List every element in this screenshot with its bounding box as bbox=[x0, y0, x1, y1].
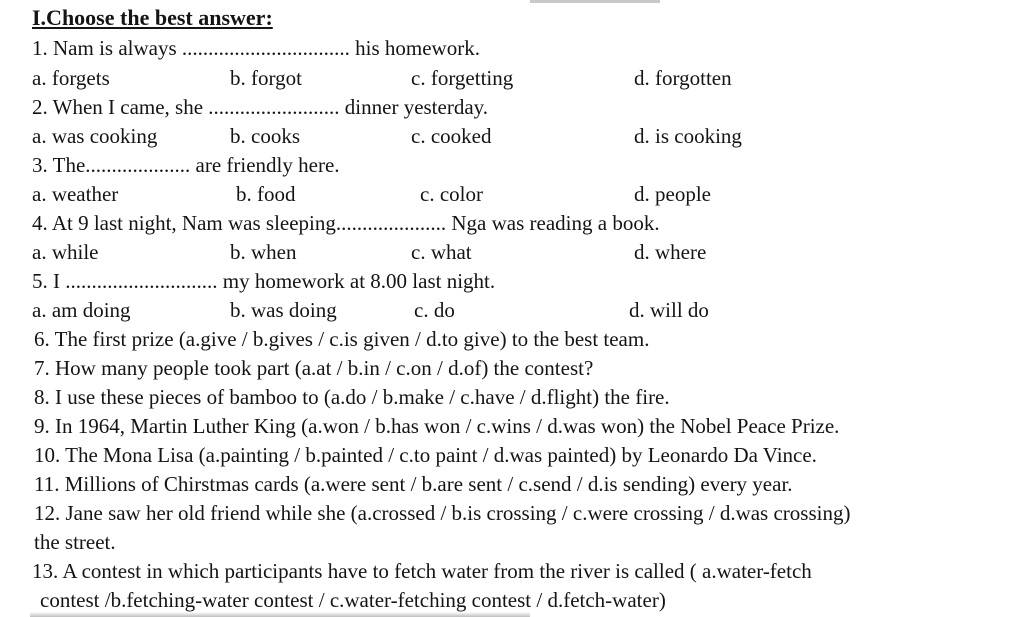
q5-option-a: a. am doing bbox=[32, 298, 131, 322]
question-stem-2: 2. When I came, she ......................... dinner yesterday. bbox=[32, 95, 489, 119]
q4-option-a: a. while bbox=[32, 240, 99, 264]
q3-option-a: a. weather bbox=[32, 182, 119, 206]
q4-option-b: b. when bbox=[230, 240, 297, 264]
question-stem-4: 4. At 9 last night, Nam was sleeping..................... Nga was reading a book. bbox=[32, 211, 660, 235]
q5-option-d: d. will do bbox=[629, 298, 709, 322]
question-11: 11. Millions of Chirstmas cards (a.were sent / b.are sent / c.send / d.is sending) every year. bbox=[34, 472, 793, 496]
question-7: 7. How many people took part (a.at / b.in / c.on / d.of) the contest? bbox=[34, 356, 594, 380]
q2-option-d: d. is cooking bbox=[634, 124, 742, 148]
scan-artifact-top bbox=[530, 0, 660, 3]
question-stem-5: 5. I ............................. my homework at 8.00 last night. bbox=[32, 269, 496, 293]
question-6: 6. The first prize (a.give / b.gives / c.is given / d.to give) to the best team. bbox=[34, 327, 650, 351]
q1-option-c: c. forgetting bbox=[411, 66, 514, 90]
q5-option-b: b. was doing bbox=[230, 298, 337, 322]
q2-option-a: a. was cooking bbox=[32, 124, 158, 148]
worksheet-heading: I.Choose the best answer: bbox=[32, 5, 273, 30]
q4-option-d: d. where bbox=[634, 240, 707, 264]
question-9: 9. In 1964, Martin Luther King (a.won / b.has won / c.wins / d.was won) the Nobel Peace Prize. bbox=[34, 414, 840, 438]
scan-artifact-bottom bbox=[30, 612, 530, 617]
question-13: 13. A contest in which participants have to fetch water from the river is called ( a.water-fetch bbox=[32, 559, 812, 583]
question-10: 10. The Mona Lisa (a.painting / b.painted / c.to paint / d.was painted) by Leonardo Da Vince. bbox=[34, 443, 817, 467]
q2-option-b: b. cooks bbox=[230, 124, 300, 148]
q1-option-d: d. forgotten bbox=[634, 66, 732, 90]
question-12-continuation: the street. bbox=[34, 530, 116, 554]
q3-option-d: d. people bbox=[634, 182, 711, 206]
q5-option-c: c. do bbox=[414, 298, 455, 322]
q3-option-c: c. color bbox=[420, 182, 483, 206]
question-stem-1: 1. Nam is always ................................ his homework. bbox=[32, 36, 480, 60]
q4-option-c: c. what bbox=[411, 240, 472, 264]
question-stem-3: 3. The.................... are friendly here. bbox=[32, 153, 340, 177]
q1-option-a: a. forgets bbox=[32, 66, 110, 90]
question-13-continuation: contest /b.fetching-water contest / c.water-fetching contest / d.fetch-water) bbox=[40, 588, 666, 612]
question-12: 12. Jane saw her old friend while she (a.crossed / b.is crossing / c.were crossing / d.was crossing) bbox=[34, 501, 851, 525]
q1-option-b: b. forgot bbox=[230, 66, 302, 90]
question-8: 8. I use these pieces of bamboo to (a.do / b.make / c.have / d.flight) the fire. bbox=[34, 385, 670, 409]
q3-option-b: b. food bbox=[236, 182, 296, 206]
q2-option-c: c. cooked bbox=[411, 124, 492, 148]
